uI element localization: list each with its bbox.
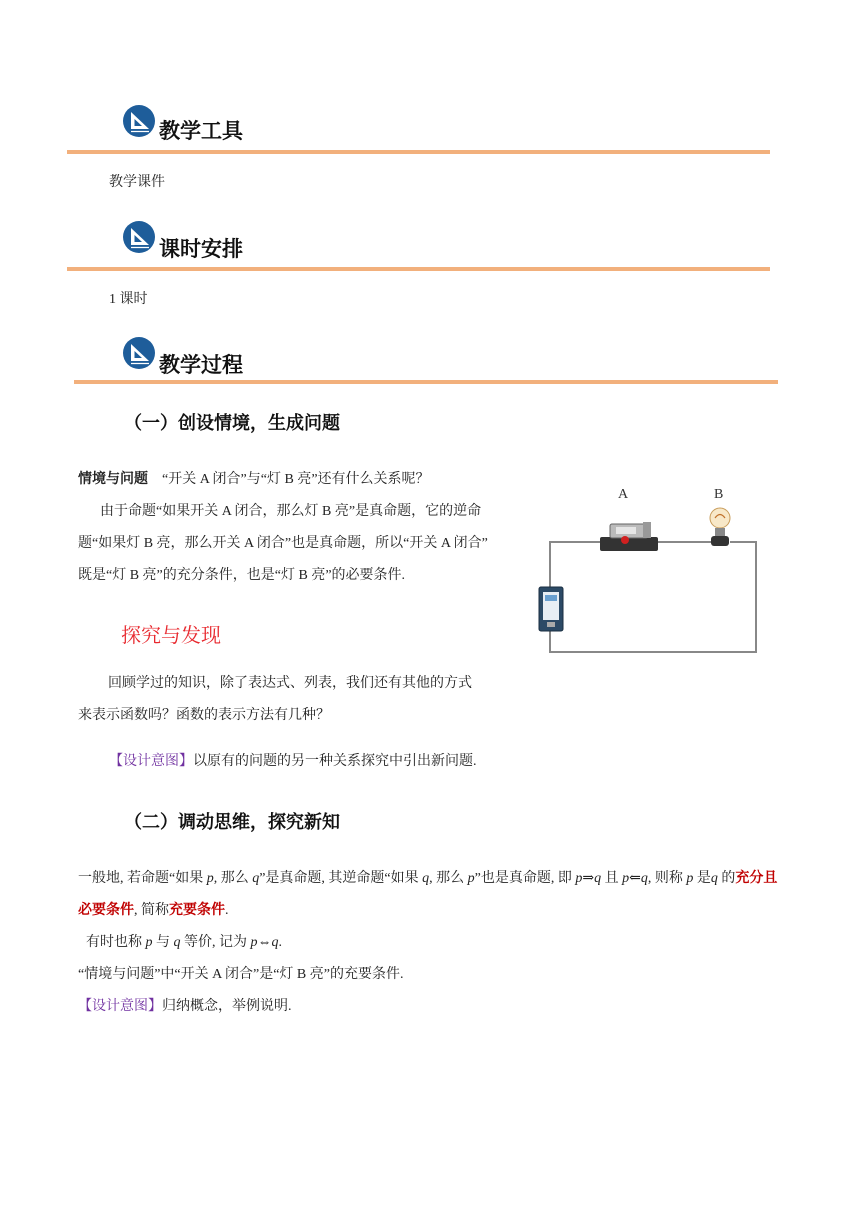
explore-paragraph bbox=[78, 668, 518, 732]
set-square-icon bbox=[122, 220, 156, 254]
situation-question: “开关 A 闭合”与“灯 B 亮”还有什么关系呢？ bbox=[162, 472, 430, 487]
circuit-diagram bbox=[530, 482, 765, 657]
design-intent-2 bbox=[78, 991, 786, 1023]
highlight-necessary-sufficient: 充分且必要条件 bbox=[78, 871, 778, 918]
section-title-tools: 教学工具 bbox=[159, 119, 243, 143]
section-divider bbox=[67, 150, 770, 154]
paragraph-line: 来表示函数吗？函数的表示方法有几种？ bbox=[78, 708, 330, 723]
design-intent-label: 【设计意图】 bbox=[78, 999, 162, 1014]
set-square-icon bbox=[122, 336, 156, 370]
paragraph-line: 回顾学过的知识，除了表达式、列表，我们还有其他的方式 bbox=[108, 676, 472, 691]
situation-label: 情境与问题 bbox=[78, 472, 148, 487]
situation-line bbox=[78, 464, 518, 496]
paragraph-line: 题“如果灯 B 亮，那么开关 A 闭合”也是真命题，所以“开关 A 闭合” bbox=[78, 536, 488, 551]
bulb-label: B bbox=[714, 487, 724, 502]
equivalence-line: 有时也称 p 与 q 等价, 记为 p⇔q. bbox=[86, 935, 282, 950]
design-intent-text: 归纳概念，举例说明. bbox=[162, 999, 292, 1014]
section-title-schedule: 课时安排 bbox=[159, 237, 243, 261]
section-title-process: 教学过程 bbox=[159, 353, 243, 377]
highlight-iff: 充要条件 bbox=[169, 903, 225, 918]
paragraph-line: 由于命题“如果开关 A 闭合，那么灯 B 亮”是真命题，它的逆命 bbox=[100, 504, 482, 519]
part2-title: （二）调动思维，探究新知 bbox=[124, 812, 340, 833]
switch-label: A bbox=[618, 487, 629, 502]
design-intent-text: 以原有的问题的另一种关系探究中引出新问题. bbox=[193, 754, 477, 769]
tools-content: 教学课件 bbox=[109, 175, 165, 190]
situation-paragraph bbox=[78, 464, 518, 592]
paragraph-line: 既是“灯 B 亮”的充分条件，也是“灯 B 亮”的必要条件. bbox=[78, 568, 406, 583]
switch-icon bbox=[600, 522, 658, 551]
set-square-icon bbox=[122, 104, 156, 138]
definition-paragraph bbox=[78, 863, 786, 1023]
section-divider bbox=[74, 380, 778, 384]
definition-text: 一般地, 若命题“如果 p, 那么 q”是真命题, 其逆命题“如果 q, 那么 p”也是真命题, 即 p⇒q 且 p⇐q, 则称 p 是q 的充分且必要条件, 简称充要条件. bbox=[78, 871, 778, 918]
battery-icon bbox=[539, 587, 563, 631]
explore-title: 探究与发现 bbox=[121, 623, 221, 647]
part1-title: （一）创设情境，生成问题 bbox=[124, 413, 340, 434]
design-intent-1 bbox=[109, 746, 477, 778]
design-intent-label: 【设计意图】 bbox=[109, 754, 193, 769]
example-line: “情境与问题”中“开关 A 闭合”是“灯 B 亮”的充要条件. bbox=[78, 967, 404, 982]
section-divider bbox=[67, 267, 770, 271]
light-bulb-icon bbox=[710, 508, 730, 546]
schedule-content: 1 课时 bbox=[109, 292, 148, 307]
